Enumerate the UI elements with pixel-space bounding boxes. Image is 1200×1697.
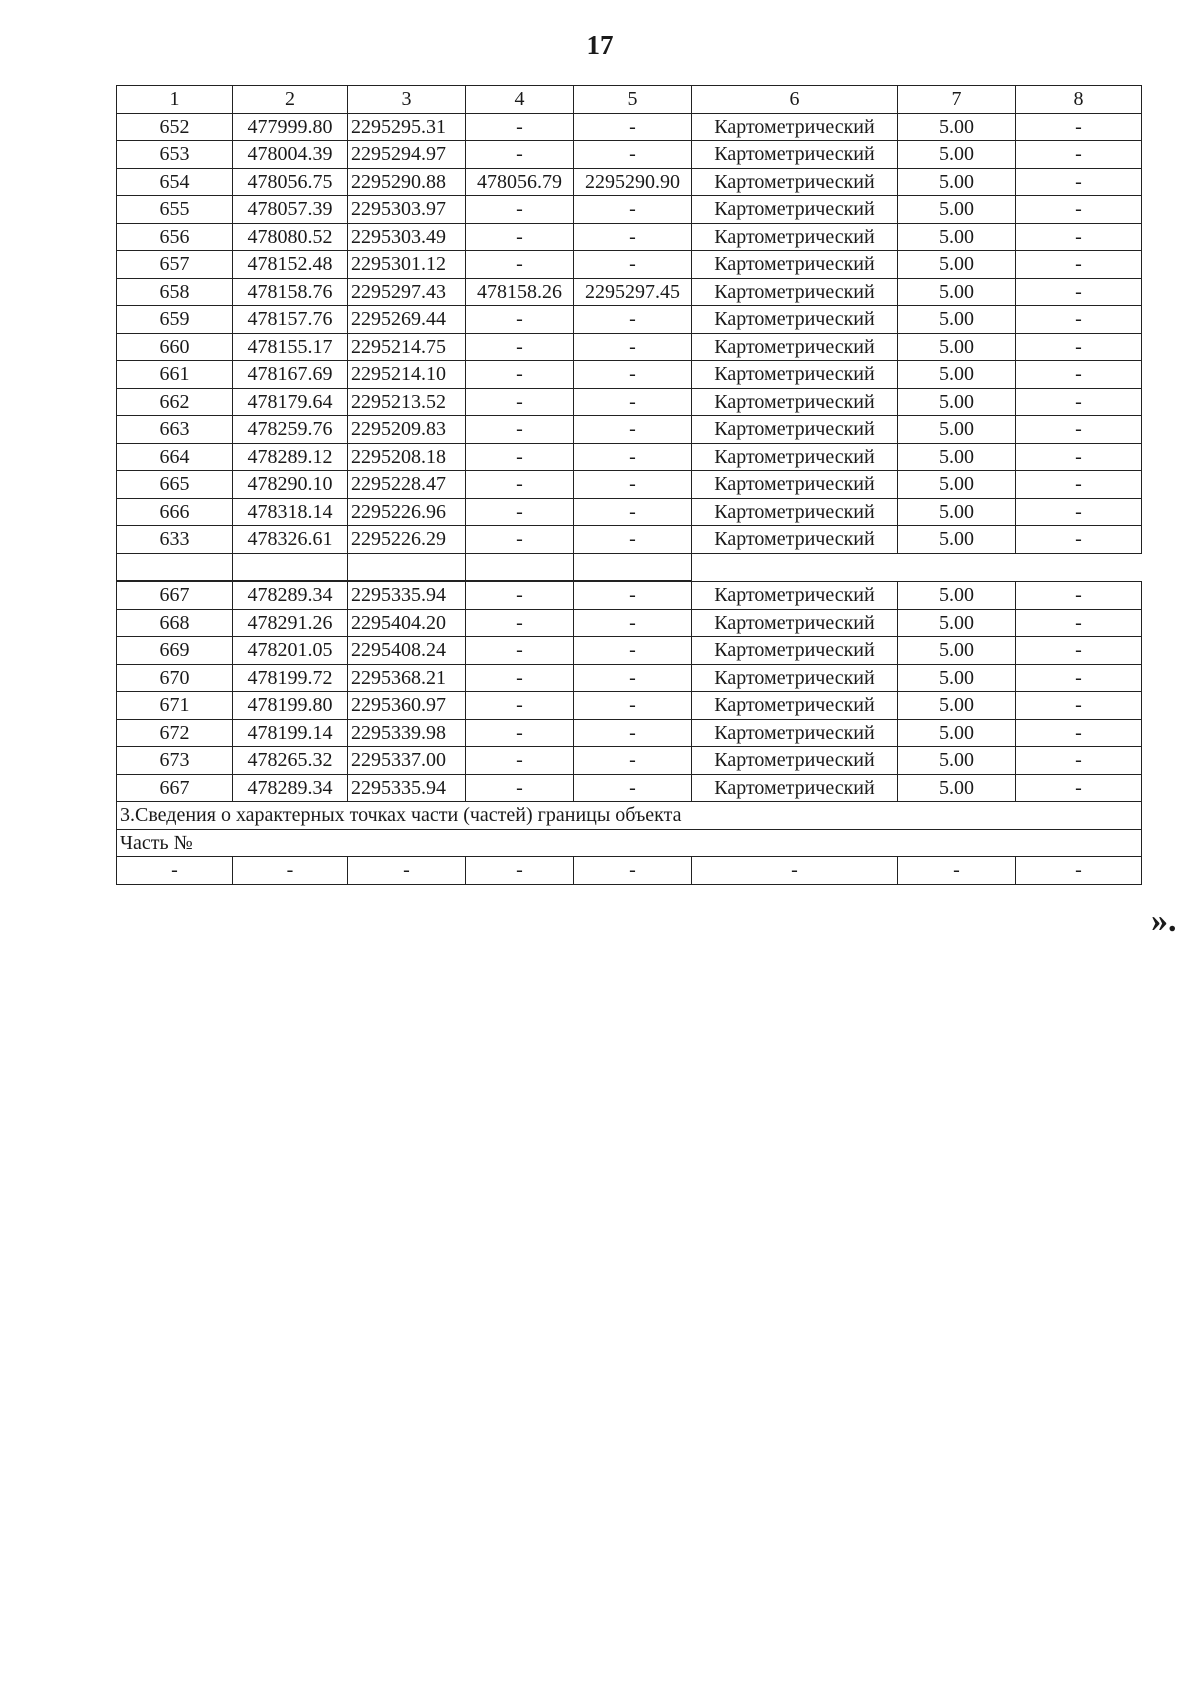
table-cell-col6: Картометрический: [692, 416, 898, 444]
table-cell-col4: -: [466, 113, 574, 141]
table-cell-col3: 2295303.49: [348, 223, 466, 251]
table-cell-col2: 478265.32: [233, 747, 348, 775]
table-cell-col4: -: [466, 388, 574, 416]
table-cell-col5: -: [574, 471, 692, 499]
table-cell-col3: 2295301.12: [348, 251, 466, 279]
table-cell-col6: Картометрический: [692, 306, 898, 334]
table-row: [117, 774, 1142, 802]
table-cell-col4: -: [466, 692, 574, 720]
table-separator-row: [117, 553, 1142, 581]
table-cell-col6: Картометрический: [692, 388, 898, 416]
table-cell-col7: 5.00: [898, 581, 1016, 609]
table-cell-col6: Картометрический: [692, 498, 898, 526]
table-cell-col8: -: [1016, 857, 1142, 885]
table-cell-col1: 1: [117, 86, 233, 114]
table-cell-col7: 5.00: [898, 416, 1016, 444]
table-row: [117, 388, 1142, 416]
table-cell-col8: -: [1016, 609, 1142, 637]
table-row: [117, 113, 1142, 141]
table-cell-col2: 478199.72: [233, 664, 348, 692]
table-cell-col5: -: [574, 526, 692, 554]
table-cell-col4: -: [466, 498, 574, 526]
table-cell-col3: 2295226.96: [348, 498, 466, 526]
table-cell-col8: -: [1016, 278, 1142, 306]
table-cell-col4: 478158.26: [466, 278, 574, 306]
table-cell-col8: -: [1016, 719, 1142, 747]
table-cell-col6: Картометрический: [692, 637, 898, 665]
section-title-row: [117, 802, 1142, 830]
table-cell-col6: Картометрический: [692, 774, 898, 802]
table-cell-col2: -: [233, 857, 348, 885]
table-empty-cell: [233, 553, 348, 581]
table-cell-col6: Картометрический: [692, 113, 898, 141]
table-cell-col5: -: [574, 747, 692, 775]
table-cell-col7: 5.00: [898, 168, 1016, 196]
table-cell-col8: -: [1016, 306, 1142, 334]
table-cell-col2: 477999.80: [233, 113, 348, 141]
table-row: [117, 526, 1142, 554]
table-cell-col5: -: [574, 664, 692, 692]
table-row: [117, 306, 1142, 334]
table-cell-col4: -: [466, 637, 574, 665]
table-cell-col3: 2295335.94: [348, 774, 466, 802]
table-cell-col7: 5.00: [898, 306, 1016, 334]
table-cell-col2: 478289.34: [233, 581, 348, 609]
table-cell-col7: 5.00: [898, 196, 1016, 224]
table-cell-col1: 652: [117, 113, 233, 141]
table-cell-col4: -: [466, 857, 574, 885]
table-header-row: [117, 86, 1142, 114]
table-cell-col3: -: [348, 857, 466, 885]
table-cell-col5: -: [574, 609, 692, 637]
table-cell-col8: -: [1016, 637, 1142, 665]
table-cell-col4: -: [466, 747, 574, 775]
table-cell-col2: 478179.64: [233, 388, 348, 416]
table-cell-col6: Картометрический: [692, 719, 898, 747]
table-cell-col2: 478199.80: [233, 692, 348, 720]
table-cell-col6: Картометрический: [692, 471, 898, 499]
table-empty-cell: [574, 553, 692, 581]
table-cell-col6: Картометрический: [692, 251, 898, 279]
table-cell-col4: 478056.79: [466, 168, 574, 196]
table-cell-col5: -: [574, 306, 692, 334]
table-cell-col3: 2295209.83: [348, 416, 466, 444]
table-cell-col6: Картометрический: [692, 196, 898, 224]
table-row: [117, 443, 1142, 471]
table-cell-col1: 673: [117, 747, 233, 775]
table-cell-col7: 7: [898, 86, 1016, 114]
table-cell-col5: -: [574, 196, 692, 224]
table-cell-col1: 655: [117, 196, 233, 224]
table-cell-col8: -: [1016, 498, 1142, 526]
table-row: [117, 223, 1142, 251]
table-cell-col7: 5.00: [898, 664, 1016, 692]
table-cell-col6: Картометрический: [692, 581, 898, 609]
table-cell-col4: 4: [466, 86, 574, 114]
table-row: [117, 747, 1142, 775]
table-cell-col1: 667: [117, 581, 233, 609]
table-cell-col8: -: [1016, 168, 1142, 196]
table-cell-col7: 5.00: [898, 333, 1016, 361]
page-number: 17: [586, 30, 614, 60]
table-cell-col6: Картометрический: [692, 141, 898, 169]
table-cell-col8: -: [1016, 581, 1142, 609]
table-cell-col6: Картометрический: [692, 609, 898, 637]
table-cell-col7: 5.00: [898, 443, 1016, 471]
table-cell-col1: 666: [117, 498, 233, 526]
table-cell-col6: Картометрический: [692, 664, 898, 692]
table-row: [117, 141, 1142, 169]
table-cell-col2: 478289.12: [233, 443, 348, 471]
table-cell-col7: 5.00: [898, 609, 1016, 637]
table-cell-col8: -: [1016, 251, 1142, 279]
table-row: [117, 168, 1142, 196]
table-row: [117, 498, 1142, 526]
table-cell-col6: Картометрический: [692, 333, 898, 361]
boundary-points-table: [116, 85, 1142, 885]
table-cell-col1: 660: [117, 333, 233, 361]
table-cell-col2: 478155.17: [233, 333, 348, 361]
table-cell-col1: 665: [117, 471, 233, 499]
table-cell-col6: Картометрический: [692, 443, 898, 471]
table-cell-col3: 2295228.47: [348, 471, 466, 499]
table-cell-col3: 2295214.75: [348, 333, 466, 361]
table-cell-col6: Картометрический: [692, 223, 898, 251]
part-label: Часть №: [117, 829, 1142, 857]
table-row: [117, 333, 1142, 361]
table-cell-col8: 8: [1016, 86, 1142, 114]
table-cell-col5: -: [574, 416, 692, 444]
table-cell-col4: -: [466, 416, 574, 444]
table-cell-col5: -: [574, 251, 692, 279]
table-cell-col8: -: [1016, 664, 1142, 692]
table-cell-col6: -: [692, 857, 898, 885]
table-cell-col2: 478167.69: [233, 361, 348, 389]
table-row: [117, 637, 1142, 665]
table-cell-col3: 2295269.44: [348, 306, 466, 334]
table-cell-col5: -: [574, 223, 692, 251]
table-body: [117, 86, 1142, 885]
table-cell-col7: 5.00: [898, 141, 1016, 169]
table-cell-col8: -: [1016, 141, 1142, 169]
table-cell-col8: -: [1016, 443, 1142, 471]
table-cell-col5: -: [574, 333, 692, 361]
table-cell-col4: -: [466, 196, 574, 224]
table-cell-col5: -: [574, 498, 692, 526]
table-cell-col2: 478291.26: [233, 609, 348, 637]
table-cell-col4: -: [466, 719, 574, 747]
table-cell-col1: 663: [117, 416, 233, 444]
table-cell-col2: 478326.61: [233, 526, 348, 554]
table-cell-col5: 2295297.45: [574, 278, 692, 306]
table-cell-col6: Картометрический: [692, 361, 898, 389]
table-cell-col8: -: [1016, 416, 1142, 444]
table-cell-col1: 671: [117, 692, 233, 720]
table-cell-col3: 2295408.24: [348, 637, 466, 665]
table-cell-col5: -: [574, 857, 692, 885]
table-cell-col1: 670: [117, 664, 233, 692]
table-row: [117, 692, 1142, 720]
table-cell-col7: 5.00: [898, 251, 1016, 279]
table-cell-col5: -: [574, 692, 692, 720]
table-cell-col7: 5.00: [898, 719, 1016, 747]
table-cell-col3: 2295337.00: [348, 747, 466, 775]
table-cell-col4: -: [466, 664, 574, 692]
table-row: [117, 196, 1142, 224]
table-cell-col7: 5.00: [898, 747, 1016, 775]
table-cell-col3: 2295368.21: [348, 664, 466, 692]
table-cell-col3: 2295226.29: [348, 526, 466, 554]
table-cell-col3: 2295213.52: [348, 388, 466, 416]
table-cell-col4: -: [466, 581, 574, 609]
table-cell-col2: 478080.52: [233, 223, 348, 251]
table-cell-col4: -: [466, 361, 574, 389]
table-cell-col3: 2295360.97: [348, 692, 466, 720]
table-cell-col6: Картометрический: [692, 278, 898, 306]
table-cell-col4: -: [466, 443, 574, 471]
table-empty-cell: [692, 553, 1142, 581]
table-cell-col7: 5.00: [898, 388, 1016, 416]
table-cell-col3: 2295297.43: [348, 278, 466, 306]
table-cell-col1: 658: [117, 278, 233, 306]
table-cell-col8: -: [1016, 747, 1142, 775]
table-cell-col5: -: [574, 443, 692, 471]
table-cell-col1: 657: [117, 251, 233, 279]
table-cell-col8: -: [1016, 692, 1142, 720]
table-cell-col7: 5.00: [898, 637, 1016, 665]
table-cell-col1: -: [117, 857, 233, 885]
table-cell-col7: 5.00: [898, 223, 1016, 251]
table-cell-col2: 478056.75: [233, 168, 348, 196]
table-empty-cell: [466, 553, 574, 581]
table-cell-col8: -: [1016, 113, 1142, 141]
table-cell-col3: 2295208.18: [348, 443, 466, 471]
table-cell-col3: 2295290.88: [348, 168, 466, 196]
table-row: [117, 581, 1142, 609]
table-cell-col5: -: [574, 581, 692, 609]
table-cell-col5: -: [574, 388, 692, 416]
table-cell-col1: 669: [117, 637, 233, 665]
table-cell-col6: Картометрический: [692, 692, 898, 720]
table-cell-col7: 5.00: [898, 113, 1016, 141]
table-cell-col7: 5.00: [898, 471, 1016, 499]
table-cell-col4: -: [466, 609, 574, 637]
table-cell-col3: 2295339.98: [348, 719, 466, 747]
table-cell-col3: 2295404.20: [348, 609, 466, 637]
table-cell-col4: -: [466, 223, 574, 251]
table-cell-col4: -: [466, 333, 574, 361]
table-cell-col3: 2295294.97: [348, 141, 466, 169]
table-cell-col2: 478201.05: [233, 637, 348, 665]
table-cell-col7: 5.00: [898, 774, 1016, 802]
table-cell-col2: 478004.39: [233, 141, 348, 169]
table-cell-col2: 478259.76: [233, 416, 348, 444]
table-cell-col6: Картометрический: [692, 526, 898, 554]
table-cell-col4: -: [466, 774, 574, 802]
table-row: [117, 664, 1142, 692]
table-cell-col1: 667: [117, 774, 233, 802]
table-cell-col1: 668: [117, 609, 233, 637]
table-cell-col5: -: [574, 637, 692, 665]
table-empty-cell: [348, 553, 466, 581]
table-cell-col6: 6: [692, 86, 898, 114]
table-row: [117, 278, 1142, 306]
table-cell-col1: 664: [117, 443, 233, 471]
table-cell-col8: -: [1016, 774, 1142, 802]
table-cell-col8: -: [1016, 333, 1142, 361]
table-cell-col2: 478057.39: [233, 196, 348, 224]
table-cell-col2: 478158.76: [233, 278, 348, 306]
table-cell-col8: -: [1016, 388, 1142, 416]
table-cell-col5: -: [574, 113, 692, 141]
table-cell-col8: -: [1016, 471, 1142, 499]
part-label-row: [117, 829, 1142, 857]
table-cell-col5: -: [574, 361, 692, 389]
table-row: [117, 361, 1142, 389]
table-cell-col5: -: [574, 141, 692, 169]
table-cell-col4: -: [466, 251, 574, 279]
table-empty-row: [117, 857, 1142, 885]
table-cell-col8: -: [1016, 526, 1142, 554]
table-cell-col7: 5.00: [898, 278, 1016, 306]
table-cell-col7: -: [898, 857, 1016, 885]
closing-quote-mark: ».: [1151, 902, 1177, 939]
table-row: [117, 609, 1142, 637]
table-cell-col3: 2295335.94: [348, 581, 466, 609]
table-cell-col5: -: [574, 719, 692, 747]
table-cell-col4: -: [466, 141, 574, 169]
table-cell-col7: 5.00: [898, 498, 1016, 526]
table-cell-col4: -: [466, 471, 574, 499]
table-cell-col4: -: [466, 526, 574, 554]
table-cell-col2: 478290.10: [233, 471, 348, 499]
table-cell-col3: 2295303.97: [348, 196, 466, 224]
table-cell-col4: -: [466, 306, 574, 334]
table-cell-col8: -: [1016, 196, 1142, 224]
table-row: [117, 251, 1142, 279]
table-cell-col2: 478157.76: [233, 306, 348, 334]
table-cell-col2: 478152.48: [233, 251, 348, 279]
table-row: [117, 416, 1142, 444]
table-row: [117, 719, 1142, 747]
table-row: [117, 471, 1142, 499]
section-title: 3.Сведения о характерных точках части (частей) границы объекта: [117, 802, 1142, 830]
table-cell-col7: 5.00: [898, 526, 1016, 554]
table-cell-col3: 2295214.10: [348, 361, 466, 389]
table-cell-col1: 653: [117, 141, 233, 169]
table-cell-col6: Картометрический: [692, 168, 898, 196]
table-cell-col8: -: [1016, 223, 1142, 251]
table-cell-col8: -: [1016, 361, 1142, 389]
table-cell-col1: 661: [117, 361, 233, 389]
table-cell-col5: 2295290.90: [574, 168, 692, 196]
table-cell-col1: 659: [117, 306, 233, 334]
table-cell-col1: 656: [117, 223, 233, 251]
table-cell-col1: 672: [117, 719, 233, 747]
table-empty-cell: [117, 553, 233, 581]
table-cell-col3: 3: [348, 86, 466, 114]
table-cell-col2: 2: [233, 86, 348, 114]
table-cell-col7: 5.00: [898, 361, 1016, 389]
table-cell-col6: Картометрический: [692, 747, 898, 775]
table-cell-col1: 633: [117, 526, 233, 554]
table-cell-col5: 5: [574, 86, 692, 114]
table-cell-col2: 478199.14: [233, 719, 348, 747]
table-cell-col5: -: [574, 774, 692, 802]
table-cell-col3: 2295295.31: [348, 113, 466, 141]
table-cell-col7: 5.00: [898, 692, 1016, 720]
table-cell-col2: 478318.14: [233, 498, 348, 526]
table-cell-col1: 662: [117, 388, 233, 416]
table-cell-col1: 654: [117, 168, 233, 196]
table-cell-col2: 478289.34: [233, 774, 348, 802]
